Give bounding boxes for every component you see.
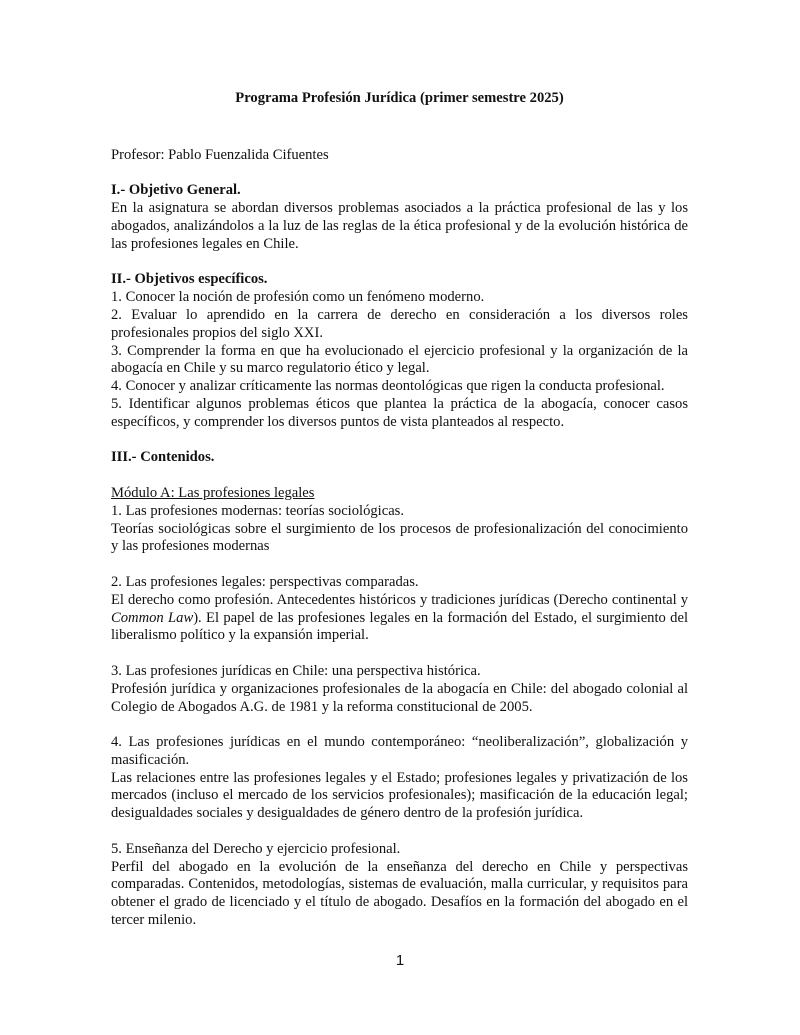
document-title: Programa Profesión Jurídica (primer semestre 2025) <box>235 90 564 106</box>
section-text: Teorías sociológicas sobre el surgimiento de los procesos de profesionalización del conocimiento y las profesiones modernas <box>111 520 688 555</box>
module-title: Módulo A: Las profesiones legales <box>111 484 315 501</box>
section-text: Profesión jurídica y organizaciones profesionales de la abogacía en Chile: del abogado colonial al Colegio de Abogados A.G. de 1981 y la reforma constitucional de 2005. <box>111 680 688 715</box>
specific-objective-item: 2. Evaluar lo aprendido en la carrera de derecho en consideración a los diversos roles profesionales propios del siglo XXI. <box>111 306 688 341</box>
professor-line: Profesor: Pablo Fuenzalida Cifuentes <box>111 146 329 163</box>
document-body <box>111 90 688 930</box>
general-objective-text: En la asignatura se abordan diversos problemas asociados a la práctica profesional de las y los abogados, analizándolos a la luz de las reglas de la ética profesional y de la evolución histórica de las profesiones legales en Chile. <box>111 200 688 252</box>
specific-objective-item: 1. Conocer la noción de profesión como un fenómeno moderno. <box>111 289 485 306</box>
section-text <box>111 592 688 645</box>
specific-objective-item: 4. Conocer y analizar críticamente las normas deontológicas que rigen la conducta profesional. <box>111 378 665 395</box>
section-text-part: El derecho como profesión. Antecedentes históricos y tradiciones jurídicas (Derecho continental y <box>111 591 688 608</box>
section-text: Perfil del abogado en la evolución de la enseñanza del derecho en Chile y perspectivas comparadas. Contenidos, metodologías, sistemas de evaluación, malla curricular, y requisitos para obtener el grado de licenciado y el título de abogado. Desafíos en la formación del abogado en el tercer milenio. <box>111 858 688 929</box>
specific-objective-item: 5. Identificar algunos problemas éticos que plantea la práctica de la abogacía, conocer casos específicos, y comprender los diversos puntos de vista planteados al respecto. <box>111 395 688 430</box>
section-title: 4. Las profesiones jurídicas en el mundo contemporáneo: “neoliberalización”, globalización y masificación. <box>111 734 688 768</box>
section-title: 3. Las profesiones jurídicas en Chile: una perspectiva histórica. <box>111 662 481 679</box>
contents-heading: III.- Contenidos. <box>111 449 215 466</box>
section-text-italic: Common Law <box>111 609 194 626</box>
section-text: Las relaciones entre las profesiones legales y el Estado; profesiones legales y privatización de los mercados (incluso el mercado de los servicios profesionales); masificación de la educación legal; desigualdades sociales y desigualdades de género dentro de la profesión jurídica. <box>111 769 688 822</box>
section-title: 5. Enseñanza del Derecho y ejercicio profesional. <box>111 840 401 857</box>
section-text-part: ). El papel de las profesiones legales en la formación del Estado, el surgimiento del liberalismo político y la expansión imperial. <box>111 609 688 644</box>
specific-objective-item: 3. Comprender la forma en que ha evolucionado el ejercicio profesional y la organización de la abogacía en Chile y su marco regulatorio ético y legal. <box>111 342 688 377</box>
general-objective-heading: I.- Objetivo General. <box>111 182 241 199</box>
page-number: 1 <box>395 952 405 969</box>
section-title: 2. Las profesiones legales: perspectivas comparadas. <box>111 573 419 590</box>
specific-objectives-heading: II.- Objetivos específicos. <box>111 271 268 288</box>
section-title: 1. Las profesiones modernas: teorías sociológicas. <box>111 502 405 519</box>
